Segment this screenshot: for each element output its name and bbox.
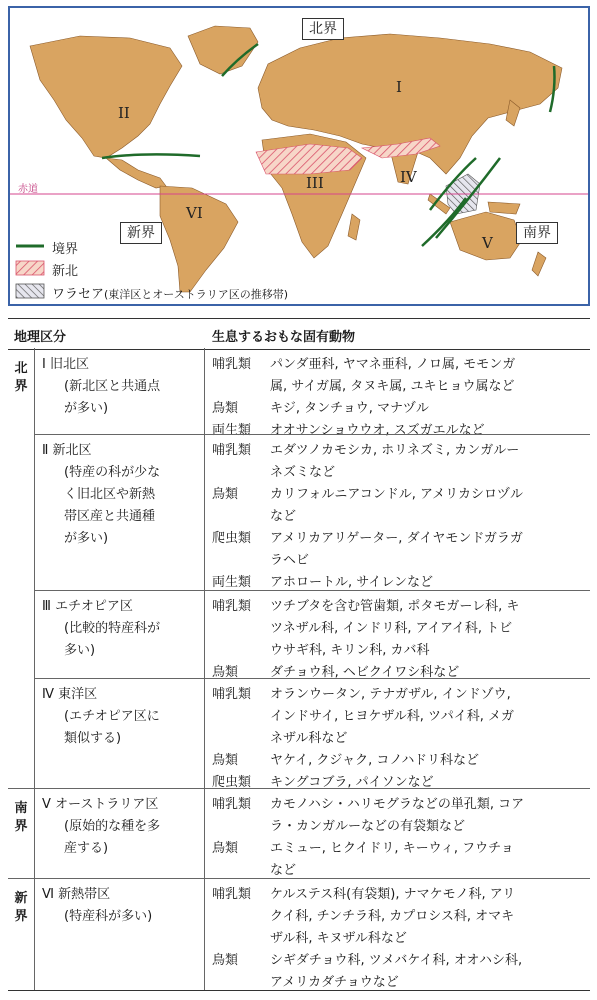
map-svg: [10, 8, 588, 304]
row-divider: [34, 678, 590, 679]
legend-boundary-label: 境界: [52, 242, 79, 257]
animal-list: [270, 528, 586, 572]
animal-list-line: オランウータン, テナガザル, インドゾウ,: [270, 687, 511, 702]
legend-wallacea-note: (東洋区とオーストラリア区の推移帯): [104, 288, 289, 301]
region-name: Ⅴ オーストラリア区: [42, 797, 159, 812]
animal-list-line: 属, サイガ属, タヌキ属, ユキヒョウ属など: [270, 379, 515, 394]
animal-list-line: ネズミなど: [270, 465, 336, 480]
row-divider: [34, 434, 590, 435]
legend-wallacea-swatch: [16, 284, 44, 298]
animal-list-line: ラ・カンガルーなどの有袋類など: [270, 819, 466, 834]
region-description-line: 帯区産と共通種: [64, 509, 156, 524]
region-description-line: (エチオピア区に: [64, 709, 160, 724]
region-description-line: 多い): [64, 643, 96, 658]
south-america-landmass: [160, 186, 238, 292]
region-description-line: (原始的な種を多: [64, 819, 161, 834]
animal-class: 哺乳類: [212, 887, 252, 902]
animal-list-line: クイ科, チンチラ科, カプロシス科, オマキ: [270, 909, 515, 924]
animal-list: [270, 838, 586, 882]
column-divider: [204, 348, 205, 990]
animal-list: [270, 354, 586, 398]
animal-list-line: など: [270, 863, 297, 878]
table-header: [8, 318, 590, 350]
region-cell: [42, 794, 202, 860]
region-numeral-5: V: [482, 234, 493, 252]
greenland-landmass: [188, 26, 258, 74]
realm-label-char: 界: [14, 909, 28, 924]
region-description-line: (特産の科が少な: [64, 465, 161, 480]
realm-label-south: 南界: [516, 222, 558, 244]
column-divider: [34, 348, 35, 990]
animal-class: 哺乳類: [212, 443, 252, 458]
row-divider: [34, 590, 590, 591]
realm-label-char: 界: [14, 379, 28, 394]
row-divider: [8, 878, 590, 879]
realm-label-char: 新: [14, 891, 28, 906]
animal-list-line: アメリカアリゲーター, ダイヤモンドガラガ: [270, 531, 523, 546]
animal-list-line: ツチブタを含む管歯類, ポタモガーレ科, キ: [270, 599, 520, 614]
animal-list: [270, 420, 586, 442]
region-description-line: (比較的特産科が: [64, 621, 161, 636]
animal-class: 哺乳類: [212, 687, 252, 702]
animal-class: 鳥類: [212, 401, 239, 416]
animal-list-line: ラヘビ: [270, 553, 310, 568]
animal-list: [270, 684, 586, 750]
region-name: Ⅰ 旧北区: [42, 357, 89, 372]
animal-list-line: インドサイ, ヒヨケザル科, ツパイ科, メガ: [270, 709, 514, 724]
realm-label-south: [8, 800, 34, 836]
animal-list-line: キジ, タンチョウ, マナヅル: [270, 401, 429, 416]
animal-list: [270, 662, 586, 684]
animal-list: [270, 484, 586, 528]
row-divider: [8, 788, 590, 789]
animal-list: [270, 596, 586, 662]
animal-class: 哺乳類: [212, 599, 252, 614]
legend-nearctic-label: 新北: [52, 264, 79, 279]
north-america-landmass: [30, 36, 182, 158]
region-cell: [42, 596, 202, 662]
animal-list-line: カリフォルニアコンドル, アメリカシロヅル: [270, 487, 524, 502]
animal-list-line: ウサギ科, キリン科, カバ科: [270, 643, 430, 658]
animal-list: [270, 884, 586, 950]
animal-list-line: ネザル科など: [270, 731, 348, 746]
animal-list-line: ザル科, キヌザル科など: [270, 931, 407, 946]
animal-list: [270, 398, 586, 420]
animal-list-line: アホロートル, サイレンなど: [270, 575, 434, 590]
animal-list-line: ツネザル科, インドリ科, アイアイ科, トビ: [270, 621, 513, 636]
new-zealand-landmass: [532, 252, 546, 276]
header-region: 地理区分: [14, 330, 67, 345]
equator-label: 赤道: [18, 184, 38, 195]
animal-class: 鳥類: [212, 753, 239, 768]
animal-class: 爬虫類: [212, 531, 252, 546]
realm-label-new: [8, 890, 34, 926]
region-description-line: 産する): [64, 841, 109, 856]
animal-list-line: など: [270, 509, 297, 524]
animal-list-line: カモノハシ・ハリモグラなどの単孔類, コア: [270, 797, 525, 812]
region-name: Ⅵ 新熱帯区: [42, 887, 111, 902]
world-map: [8, 6, 590, 306]
region-description-line: く旧北区や新熱: [64, 487, 156, 502]
region-description-line: (特産科が多い): [64, 909, 153, 924]
region-numeral-3: III: [306, 174, 324, 192]
region-description-line: が多い): [64, 531, 109, 546]
animal-class: 哺乳類: [212, 357, 252, 372]
animal-class: 鳥類: [212, 665, 239, 680]
region-description-line: が多い): [64, 401, 109, 416]
realm-label-char: 南: [14, 801, 28, 816]
animal-list-line: ダチョウ科, ヘビクイワシ科など: [270, 665, 460, 680]
animal-class: 鳥類: [212, 487, 239, 502]
animal-list-line: アメリカダチョウなど: [270, 975, 399, 990]
madagascar-landmass: [348, 214, 360, 240]
animal-list-line: シギダチョウ科, ツメバケイ科, オオハシ科,: [270, 953, 523, 968]
region-cell: [42, 354, 202, 420]
region-name: Ⅳ 東洋区: [42, 687, 98, 702]
animal-class: 爬虫類: [212, 775, 252, 790]
region-description-line: 類似する): [64, 731, 122, 746]
region-numeral-6: VI: [186, 204, 203, 222]
table-bottom-border: [8, 990, 590, 991]
animal-list: [270, 440, 586, 484]
animal-class: 両生類: [212, 423, 252, 438]
region-numeral-4: IV: [400, 168, 417, 186]
animal-list-line: パンダ亜科, ヤマネ亜科, ノロ属, モモンガ: [270, 357, 516, 372]
realm-label-north: [8, 360, 34, 396]
animal-class: 鳥類: [212, 953, 239, 968]
animal-list: [270, 950, 586, 994]
animal-list-line: キングコブラ, パイソンなど: [270, 775, 434, 790]
legend-nearctic-swatch: [16, 261, 44, 275]
region-description-line: (新北区と共通点: [64, 379, 161, 394]
region-name: Ⅱ 新北区: [42, 443, 92, 458]
region-numeral-2: II: [118, 104, 130, 122]
animal-list-line: オオサンショウウオ, スズガエルなど: [270, 423, 485, 438]
region-cell: [42, 440, 202, 550]
region-cell: [42, 684, 202, 750]
new-guinea-landmass: [488, 202, 520, 214]
animal-list: [270, 772, 586, 794]
legend-wallacea-text: ワラセア: [52, 287, 105, 302]
region-name: Ⅲ エチオピア区: [42, 599, 133, 614]
animal-class: 鳥類: [212, 841, 239, 856]
realm-label-char: 界: [14, 819, 28, 834]
animal-list: [270, 750, 586, 772]
central-america-landmass: [106, 158, 166, 188]
animal-class: 両生類: [212, 575, 252, 590]
region-cell: [42, 884, 202, 928]
animal-list-line: ケルステス科(有袋類), ナマケモノ科, アリ: [270, 887, 516, 902]
animal-list: [270, 794, 586, 838]
realm-label-char: 北: [14, 361, 28, 376]
boundary-line: [102, 154, 200, 158]
animal-list-line: ヤケイ, クジャク, コノハドリ科など: [270, 753, 480, 768]
animal-list-line: エダツノカモシカ, ホリネズミ, カンガルー: [270, 443, 520, 458]
region-numeral-1: I: [396, 78, 402, 96]
animal-list-line: エミュー, ヒクイドリ, キーウィ, フウチョ: [270, 841, 514, 856]
animal-class: 哺乳類: [212, 797, 252, 812]
legend-wallacea-label: [52, 283, 288, 302]
realm-label-north: 北界: [302, 18, 344, 40]
realm-label-new: 新界: [120, 222, 162, 244]
header-animals: 生息するおもな固有動物: [212, 330, 356, 345]
